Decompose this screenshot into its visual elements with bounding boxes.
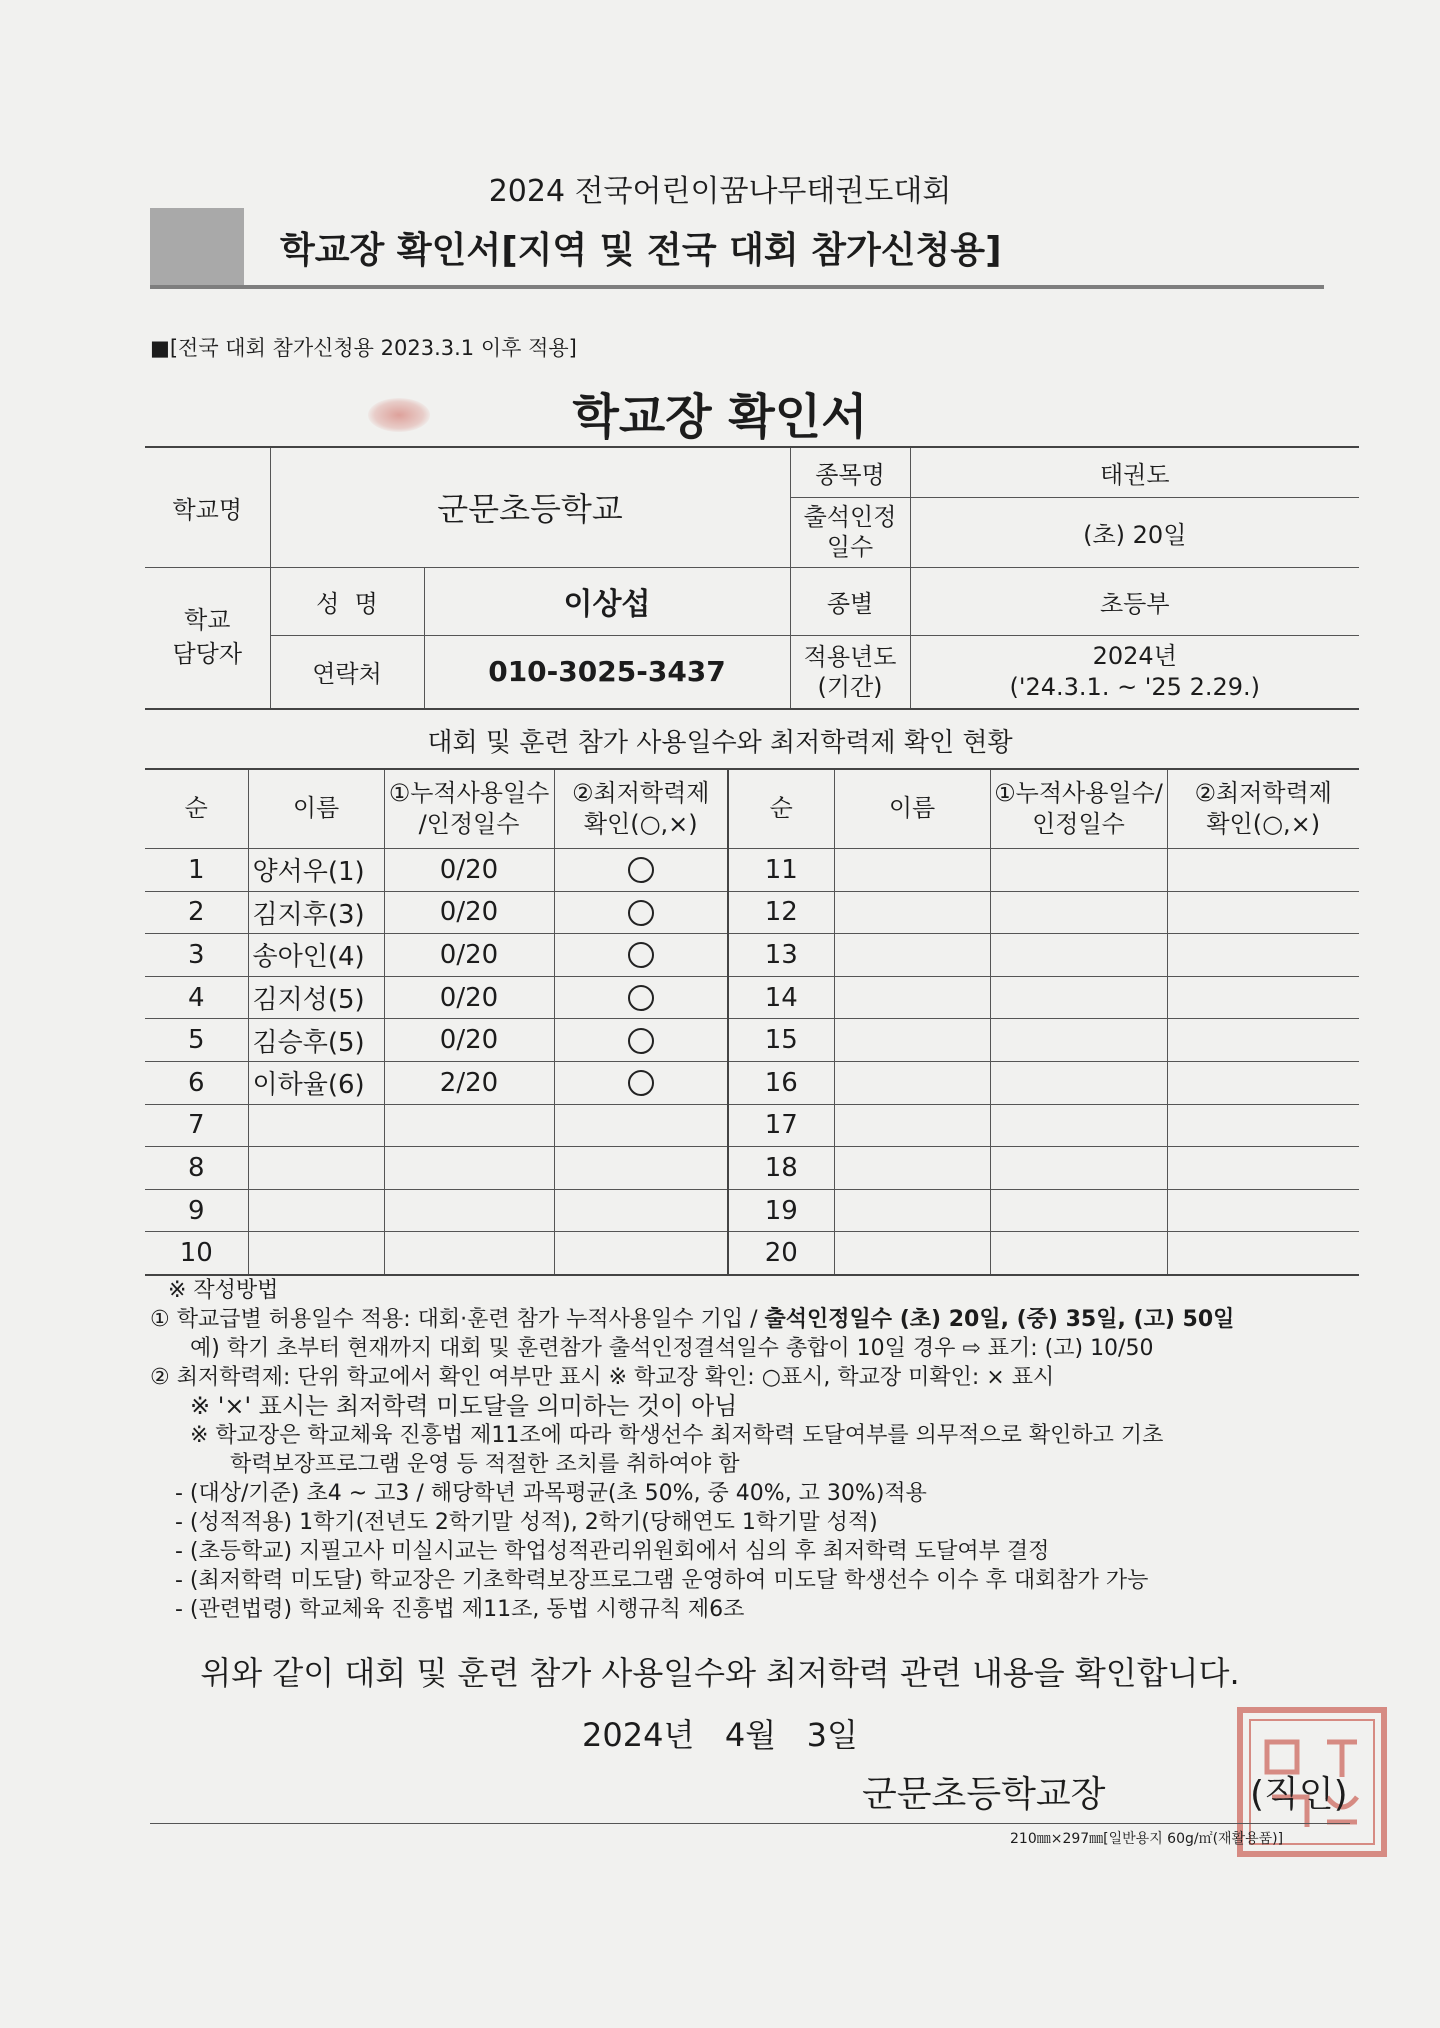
applies-note: ■[전국 대회 참가신청용 2023.3.1 이후 적용] bbox=[150, 336, 577, 360]
min-academic-confirm bbox=[554, 1104, 728, 1147]
athlete-name: 김지후(3) bbox=[248, 891, 384, 934]
row-no: 2 bbox=[145, 891, 248, 934]
days-used bbox=[384, 1147, 554, 1190]
sport-value: 태권도 bbox=[910, 447, 1359, 497]
section-title: 대회 및 훈련 참가 사용일수와 최저학력제 확인 현황 bbox=[427, 728, 1013, 758]
table-row bbox=[145, 1019, 1359, 1062]
period-label: 적용년도 (기간) bbox=[790, 635, 910, 709]
days-used bbox=[384, 1189, 554, 1232]
note-2: ② 최저학력제: 단위 학교에서 확인 여부만 표시 ※ 학교장 확인: ○표시, 학교장 미확인: × 표시 bbox=[150, 1365, 1055, 1390]
athlete-name bbox=[248, 1232, 384, 1275]
row-no-right: 15 bbox=[728, 1019, 834, 1062]
table-row bbox=[145, 1104, 1359, 1147]
days-used-right bbox=[990, 1061, 1167, 1104]
header-no: 순 bbox=[145, 769, 248, 849]
athlete-name: 이하율(6) bbox=[248, 1061, 384, 1104]
min-academic-confirm-right bbox=[1167, 934, 1359, 977]
row-no: 8 bbox=[145, 1147, 248, 1190]
table-row bbox=[145, 849, 1359, 892]
min-academic-confirm-right bbox=[1167, 1189, 1359, 1232]
note-2-sub-1: ※ '×' 표시는 최저학력 미도달을 의미하는 것이 아님 bbox=[190, 1392, 738, 1420]
contact-label: 연락처 bbox=[270, 635, 424, 709]
min-academic-confirm-right bbox=[1167, 849, 1359, 892]
days-used-right bbox=[990, 1189, 1167, 1232]
confirm-circle-icon bbox=[628, 900, 654, 926]
athlete-table bbox=[145, 768, 1359, 1276]
header-min-right: ②최저학력제 확인(○,×) bbox=[1167, 769, 1359, 849]
row-no: 7 bbox=[145, 1104, 248, 1147]
confirm-circle-icon bbox=[628, 942, 654, 968]
form-title: 학교장 확인서 bbox=[572, 389, 868, 445]
school-name-label: 학교명 bbox=[145, 447, 270, 567]
note-1-text: ① 학교급별 허용일수 적용: 대회·훈련 참가 누적사용일수 기입 / bbox=[150, 1307, 765, 1332]
header-name: 이름 bbox=[248, 769, 384, 849]
min-academic-confirm-right bbox=[1167, 1061, 1359, 1104]
event-title: 2024 전국어린이꿈나무태권도대회 bbox=[488, 174, 952, 209]
notes-heading: ※ 작성방법 bbox=[168, 1278, 279, 1303]
writing-notes bbox=[150, 1276, 1370, 1624]
table-row bbox=[145, 891, 1359, 934]
signature-date: 2024년 4월 3일 bbox=[582, 1716, 858, 1754]
min-academic-confirm bbox=[554, 934, 728, 977]
attendance-label: 출석인정 일수 bbox=[790, 497, 910, 567]
detail-2: - (성적적용) 1학기(전년도 2학기말 성적), 2학기(당해연도 1학기말 성적) bbox=[175, 1510, 878, 1535]
min-academic-confirm bbox=[554, 849, 728, 892]
athlete-name-right bbox=[834, 849, 990, 892]
athlete-name-right bbox=[834, 891, 990, 934]
header-days: ①누적사용일수 /인정일수 bbox=[384, 769, 554, 849]
bottom-rule bbox=[150, 1823, 1350, 1824]
row-no: 10 bbox=[145, 1232, 248, 1275]
min-academic-confirm bbox=[554, 891, 728, 934]
note-1 bbox=[150, 1305, 1370, 1334]
row-no-right: 20 bbox=[728, 1232, 834, 1275]
confirmation-statement: 위와 같이 대회 및 훈련 참가 사용일수와 최저학력 관련 내용을 확인합니다. bbox=[200, 1654, 1240, 1692]
athlete-name-right bbox=[834, 934, 990, 977]
sport-label: 종목명 bbox=[790, 447, 910, 497]
paper-spec: 210㎜×297㎜[일반용지 60g/㎡(재활용품)] bbox=[1010, 1831, 1284, 1847]
note-1-example: 예) 학기 초부터 현재까지 대회 및 훈련참가 출석인정결석일수 총합이 10일 경우 ⇨ 표기: (고) 10/50 bbox=[190, 1336, 1154, 1361]
table-row bbox=[145, 934, 1359, 977]
row-no-right: 12 bbox=[728, 891, 834, 934]
athlete-name-right bbox=[834, 976, 990, 1019]
days-used-right bbox=[990, 1019, 1167, 1062]
confirm-circle-icon bbox=[628, 1028, 654, 1054]
athlete-name: 김지성(5) bbox=[248, 976, 384, 1019]
document-heading: 학교장 확인서[지역 및 전국 대회 참가신청용] bbox=[280, 230, 1002, 271]
athlete-name-right bbox=[834, 1019, 990, 1062]
min-academic-confirm bbox=[554, 1232, 728, 1275]
days-used: 0/20 bbox=[384, 976, 554, 1019]
table-row bbox=[145, 1189, 1359, 1232]
days-used: 2/20 bbox=[384, 1061, 554, 1104]
header-no-right: 순 bbox=[728, 769, 834, 849]
table-row bbox=[145, 1061, 1359, 1104]
min-academic-confirm bbox=[554, 1147, 728, 1190]
athlete-name bbox=[248, 1189, 384, 1232]
row-no-right: 11 bbox=[728, 849, 834, 892]
athlete-table-body bbox=[145, 849, 1359, 1275]
athlete-name-right bbox=[834, 1189, 990, 1232]
athlete-name-right bbox=[834, 1147, 990, 1190]
detail-3: - (초등학교) 지필고사 미실시교는 학업성적관리위원회에서 심의 후 최저학력 도달여부 결정 bbox=[175, 1539, 1050, 1564]
athlete-name bbox=[248, 1104, 384, 1147]
category-label: 종별 bbox=[790, 567, 910, 635]
athlete-name bbox=[248, 1147, 384, 1190]
row-no-right: 18 bbox=[728, 1147, 834, 1190]
min-academic-confirm-right bbox=[1167, 1104, 1359, 1147]
header-min: ②최저학력제 확인(○,×) bbox=[554, 769, 728, 849]
min-academic-confirm bbox=[554, 1189, 728, 1232]
days-used-right bbox=[990, 1147, 1167, 1190]
days-used-right bbox=[990, 1104, 1167, 1147]
row-no-right: 19 bbox=[728, 1189, 834, 1232]
table-row bbox=[145, 1232, 1359, 1275]
athlete-name: 송아인(4) bbox=[248, 934, 384, 977]
period-range: ('24.3.1. ~ '25 2.29.) bbox=[1009, 672, 1261, 701]
min-academic-confirm-right bbox=[1167, 1019, 1359, 1062]
days-used: 0/20 bbox=[384, 849, 554, 892]
table-row bbox=[145, 1147, 1359, 1190]
header-name-right: 이름 bbox=[834, 769, 990, 849]
min-academic-confirm-right bbox=[1167, 976, 1359, 1019]
row-no-right: 17 bbox=[728, 1104, 834, 1147]
confirm-circle-icon bbox=[628, 985, 654, 1011]
info-table bbox=[145, 446, 1359, 710]
athlete-name: 양서우(1) bbox=[248, 849, 384, 892]
days-used-right bbox=[990, 976, 1167, 1019]
athlete-name-right bbox=[834, 1104, 990, 1147]
row-no-right: 16 bbox=[728, 1061, 834, 1104]
days-used: 0/20 bbox=[384, 891, 554, 934]
row-no: 1 bbox=[145, 849, 248, 892]
min-academic-confirm-right bbox=[1167, 891, 1359, 934]
athlete-name-right bbox=[834, 1061, 990, 1104]
min-academic-confirm-right bbox=[1167, 1147, 1359, 1190]
detail-5: - (관련법령) 학교체육 진흥법 제11조, 동법 시행규칙 제6조 bbox=[175, 1597, 745, 1622]
row-no-right: 14 bbox=[728, 976, 834, 1019]
note-2-sub-2b: 학력보장프로그램 운영 등 적절한 조치를 취하여야 함 bbox=[230, 1452, 740, 1477]
header-days-right: ①누적사용일수/ 인정일수 bbox=[990, 769, 1167, 849]
period-value bbox=[910, 635, 1359, 709]
days-used: 0/20 bbox=[384, 934, 554, 977]
days-used-right bbox=[990, 934, 1167, 977]
manager-label: 학교 담당자 bbox=[145, 567, 270, 709]
min-academic-confirm bbox=[554, 1019, 728, 1062]
days-used bbox=[384, 1104, 554, 1147]
seal-label: (직인) bbox=[1250, 1774, 1348, 1815]
min-academic-confirm bbox=[554, 1061, 728, 1104]
heading-rule bbox=[150, 285, 1324, 289]
confirm-circle-icon bbox=[628, 1070, 654, 1096]
heading-gray-block bbox=[150, 208, 244, 286]
days-used-right bbox=[990, 849, 1167, 892]
row-no: 6 bbox=[145, 1061, 248, 1104]
row-no-right: 13 bbox=[728, 934, 834, 977]
period-year: 2024년 bbox=[1092, 641, 1177, 670]
detail-1: - (대상/기준) 초4 ~ 고3 / 해당학년 과목평균(초 50%, 중 40%, 고 30%)적용 bbox=[175, 1481, 927, 1506]
row-no: 4 bbox=[145, 976, 248, 1019]
days-used bbox=[384, 1232, 554, 1275]
days-used-right bbox=[990, 1232, 1167, 1275]
contact-value: 010-3025-3437 bbox=[424, 635, 790, 709]
min-academic-confirm bbox=[554, 976, 728, 1019]
athlete-name: 김승후(5) bbox=[248, 1019, 384, 1062]
principal-title: 군문초등학교장 bbox=[862, 1774, 1106, 1815]
name-label: 성 명 bbox=[270, 567, 424, 635]
school-name: 군문초등학교 bbox=[270, 447, 790, 567]
athlete-name-right bbox=[834, 1232, 990, 1275]
note-2-sub-2: ※ 학교장은 학교체육 진흥법 제11조에 따라 학생선수 최저학력 도달여부를 의무적으로 확인하고 기초 bbox=[190, 1423, 1164, 1448]
row-no: 9 bbox=[145, 1189, 248, 1232]
table-row bbox=[145, 976, 1359, 1019]
table-header-row bbox=[145, 769, 1359, 849]
row-no: 5 bbox=[145, 1019, 248, 1062]
days-used-right bbox=[990, 891, 1167, 934]
confirm-circle-icon bbox=[628, 857, 654, 883]
category-value: 초등부 bbox=[910, 567, 1359, 635]
attendance-value: (초) 20일 bbox=[910, 497, 1359, 567]
min-academic-confirm-right bbox=[1167, 1232, 1359, 1275]
row-no: 3 bbox=[145, 934, 248, 977]
manager-name: 이상섭 bbox=[424, 567, 790, 635]
note-1-bold: 출석인정일수 (초) 20일, (중) 35일, (고) 50일 bbox=[764, 1307, 1235, 1332]
detail-4: - (최저학력 미도달) 학교장은 기초학력보장프로그램 운영하여 미도달 학생선수 이수 후 대회참가 가능 bbox=[175, 1568, 1149, 1593]
days-used: 0/20 bbox=[384, 1019, 554, 1062]
